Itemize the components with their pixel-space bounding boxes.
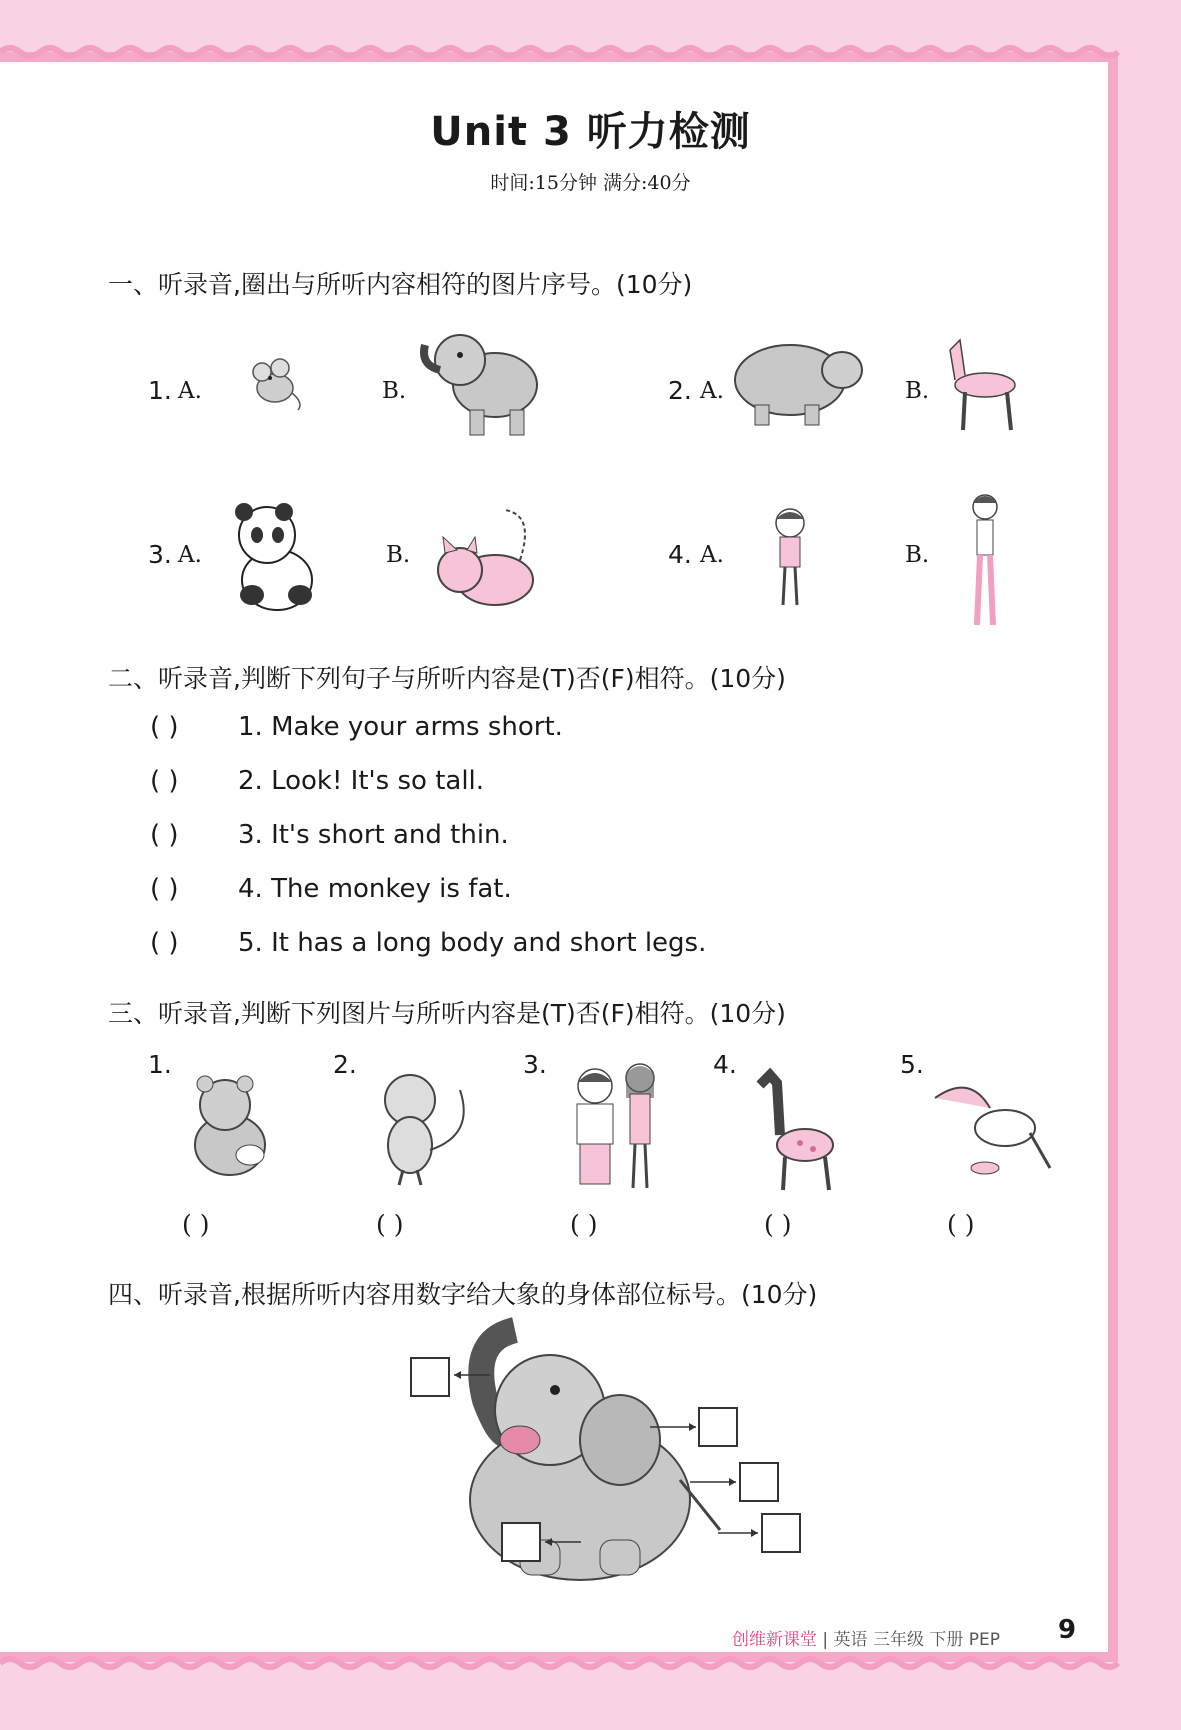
hippo-image [730,335,865,430]
ear-label-box[interactable] [698,1407,738,1447]
page-subtitle: 时间:15分钟 满分:40分 [490,172,691,194]
section1-heading: 一、听录音,圈出与所听内容相符的图片序号。(10分) [108,270,693,299]
panda-image [222,500,332,615]
s2-sentence-3: 3. It's short and thin. [238,820,509,850]
leg-arrow [543,1537,583,1547]
body-label-box[interactable] [739,1462,779,1502]
s1-item3-a[interactable]: A. [178,542,202,568]
s1-item4-a[interactable]: A. [700,542,724,568]
s3-answer-3[interactable]: ( ) [570,1210,598,1239]
trunk-arrow [452,1370,492,1380]
s2-row-3 [150,820,509,850]
elephant-image [415,325,545,440]
boy-and-girl-image [565,1058,670,1198]
s3-item5-num: 5. [900,1050,924,1079]
short-boy-image [765,505,815,610]
s2-row-4 [150,874,512,904]
s3-item4-num: 4. [713,1050,737,1079]
s1-item3-num: 3. [148,540,172,569]
section4-heading: 四、听录音,根据所听内容用数字给大象的身体部位标号。(10分) [108,1280,818,1309]
giraffe-image [745,1065,845,1195]
bottom-wave-border [0,1655,1118,1671]
page-number: 9 [1058,1615,1077,1645]
s2-row-2 [150,766,484,796]
toucan-image [930,1068,1055,1183]
s2-answer-1[interactable]: ( ) [150,712,179,742]
footer [732,1625,1000,1650]
top-wave-border [0,44,1118,60]
s2-answer-4[interactable]: ( ) [150,874,179,904]
s2-answer-3[interactable]: ( ) [150,820,179,850]
body-arrow [690,1477,738,1487]
s3-answer-4[interactable]: ( ) [764,1210,792,1239]
section2-heading: 二、听录音,判断下列句子与所听内容是(T)否(F)相符。(10分) [108,664,786,693]
s2-sentence-4: 4. The monkey is fat. [238,874,512,904]
s3-answer-1[interactable]: ( ) [182,1210,210,1239]
s1-item1-a[interactable]: A. [178,378,202,404]
s3-item3-num: 3. [523,1050,547,1079]
s1-item1-num: 1. [148,376,172,405]
tall-girl-image [955,485,1015,630]
footer-info: | 英语 三年级 下册 PEP [822,1630,1000,1650]
s1-item4-num: 4. [668,540,692,569]
dog-image [935,330,1025,435]
s2-row-5 [150,928,706,958]
s1-item3-b[interactable]: B. [386,542,411,568]
s2-sentence-2: 2. Look! It's so tall. [238,766,485,796]
monkey-image [365,1065,480,1190]
s1-item4-b[interactable]: B. [905,542,930,568]
s3-item1-num: 1. [148,1050,172,1079]
s1-item2-b[interactable]: B. [905,378,930,404]
s3-answer-5[interactable]: ( ) [947,1210,975,1239]
tail-label-box[interactable] [761,1513,801,1553]
s2-sentence-1: 1. Make your arms short. [238,712,563,742]
cat-image [425,495,545,620]
footer-brand: 创维新课堂 [732,1630,817,1650]
s1-item2-a[interactable]: A. [700,378,724,404]
s3-item2-num: 2. [333,1050,357,1079]
s2-answer-2[interactable]: ( ) [150,766,179,796]
s2-sentence-5: 5. It has a long body and short legs. [238,928,707,958]
mouse-image [240,348,310,418]
bear-image [180,1070,285,1180]
section3-heading: 三、听录音,判断下列图片与所听内容是(T)否(F)相符。(10分) [108,999,786,1028]
s1-item2-num: 2. [668,376,692,405]
ear-arrow [650,1422,698,1432]
trunk-label-box[interactable] [410,1357,450,1397]
s2-answer-5[interactable]: ( ) [150,928,179,958]
page-title: Unit 3 听力检测 [430,109,751,155]
leg-label-box[interactable] [501,1522,541,1562]
s1-item1-b[interactable]: B. [382,378,407,404]
tail-arrow [718,1528,760,1538]
s3-answer-2[interactable]: ( ) [376,1210,404,1239]
s2-row-1 [150,712,563,742]
